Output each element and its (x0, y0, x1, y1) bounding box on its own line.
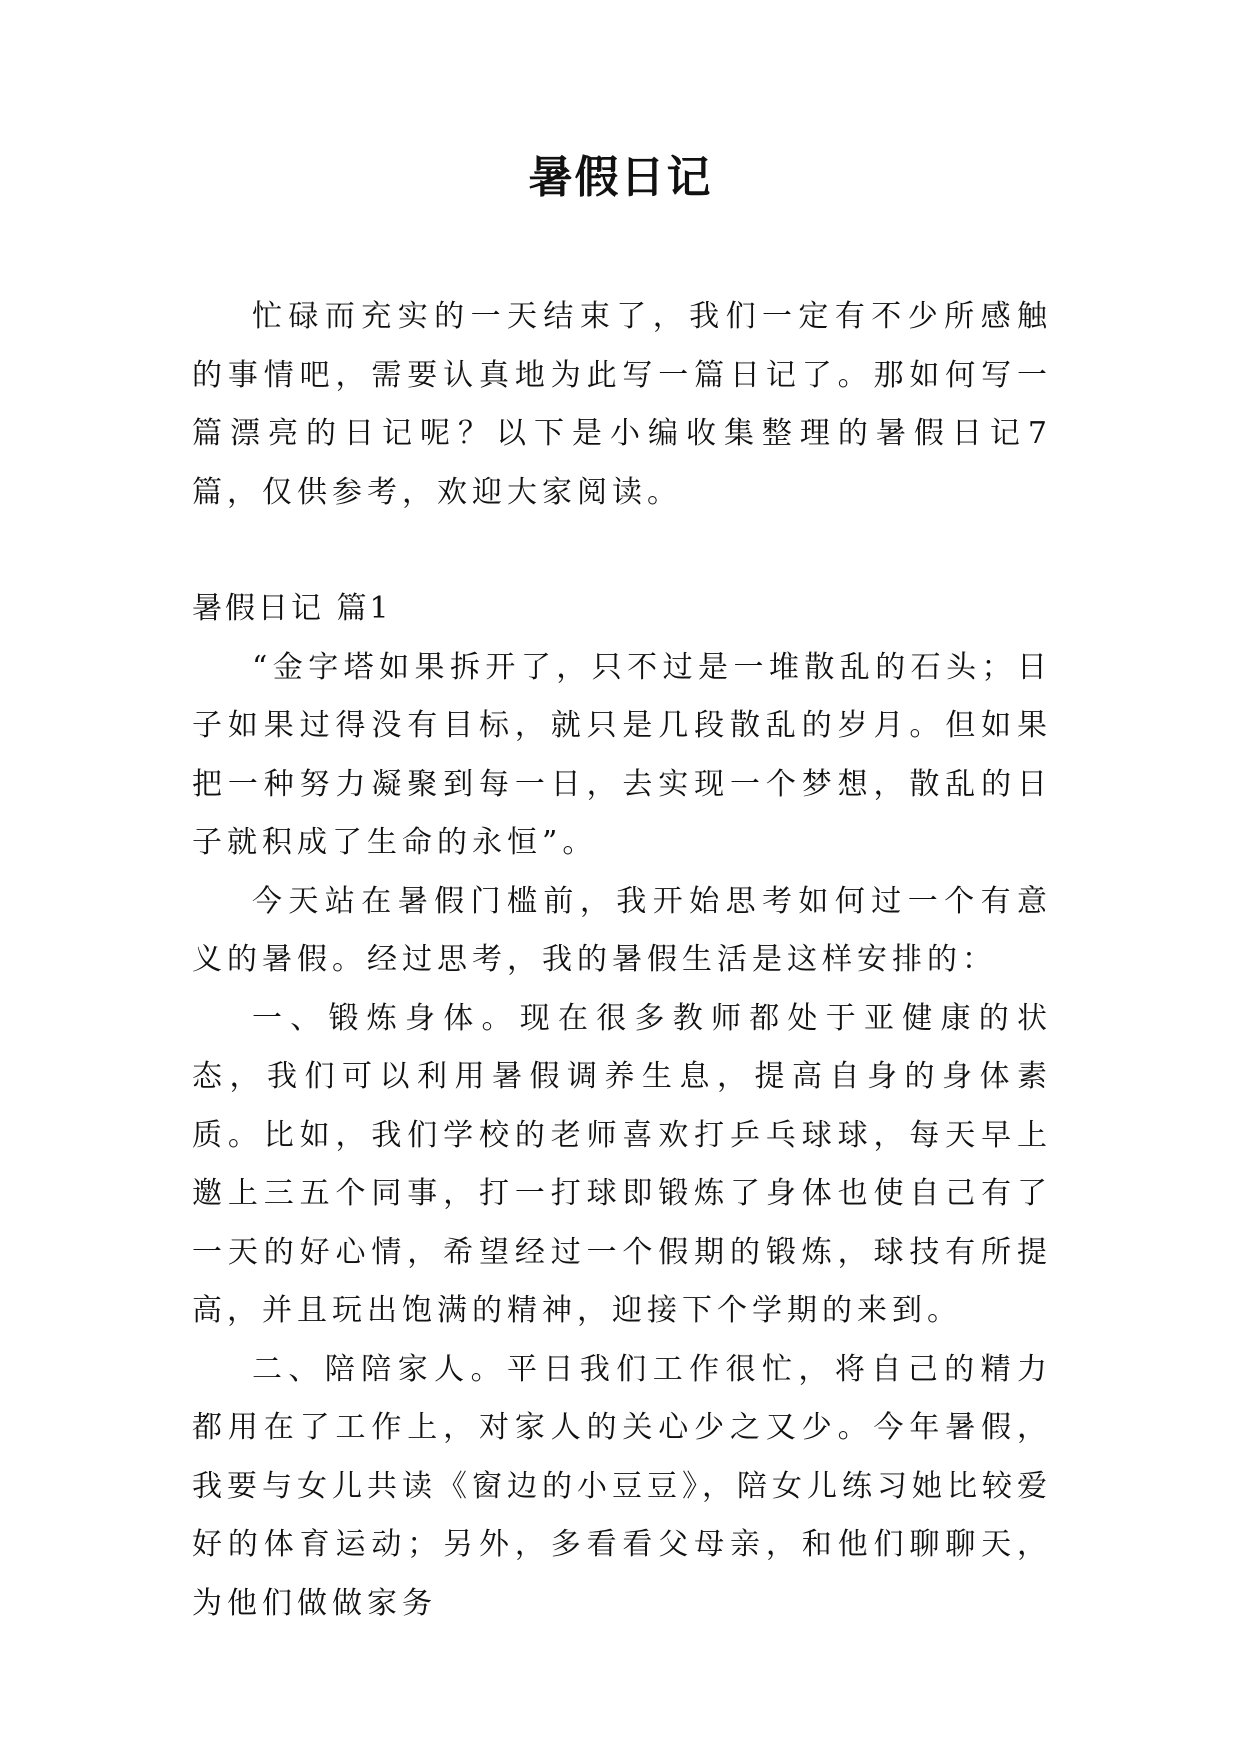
document-body (192, 288, 1052, 1633)
document-title: 暑假日记 (528, 152, 713, 203)
body-paragraph: 今天站在暑假门槛前，我开始思考如何过一个有意义的暑假。经过思考，我的暑假生活是这样安排的： (192, 883, 1052, 977)
section-heading-1: 暑假日记 篇1 (192, 591, 392, 626)
body-paragraph: 一、锻炼身体。现在很多教师都处于亚健康的状态，我们可以利用暑假调养生息，提高自身的身体素质。比如，我们学校的老师喜欢打乒乓球球，每天早上邀上三五个同事，打一打球即锻炼了身体也使自己有了一天的好心情，希望经过一个假期的锻炼，球技有所提高，并且玩出饱满的精神，迎接下个学期的来到。 (192, 1000, 1052, 1328)
body-paragraph: “金字塔如果拆开了，只不过是一堆散乱的石头；日子如果过得没有目标，就只是几段散乱的岁月。但如果把一种努力凝聚到每一日，去实现一个梦想，散乱的日子就积成了生命的永恒”。 (192, 649, 1052, 860)
intro-paragraph: 忙碌而充实的一天结束了，我们一定有不少所感触的事情吧，需要认真地为此写一篇日记了。那如何写一篇漂亮的日记呢？以下是小编收集整理的暑假日记7篇，仅供参考，欢迎大家阅读。 (192, 299, 1052, 510)
body-paragraph: 二、陪陪家人。平日我们工作很忙，将自己的精力都用在了工作上，对家人的关心少之又少。今年暑假，我要与女儿共读《窗边的小豆豆》，陪女儿练习她比较爱好的体育运动；另外，多看看父母亲，和他们聊聊天，为他们做做家务 (192, 1351, 1052, 1621)
